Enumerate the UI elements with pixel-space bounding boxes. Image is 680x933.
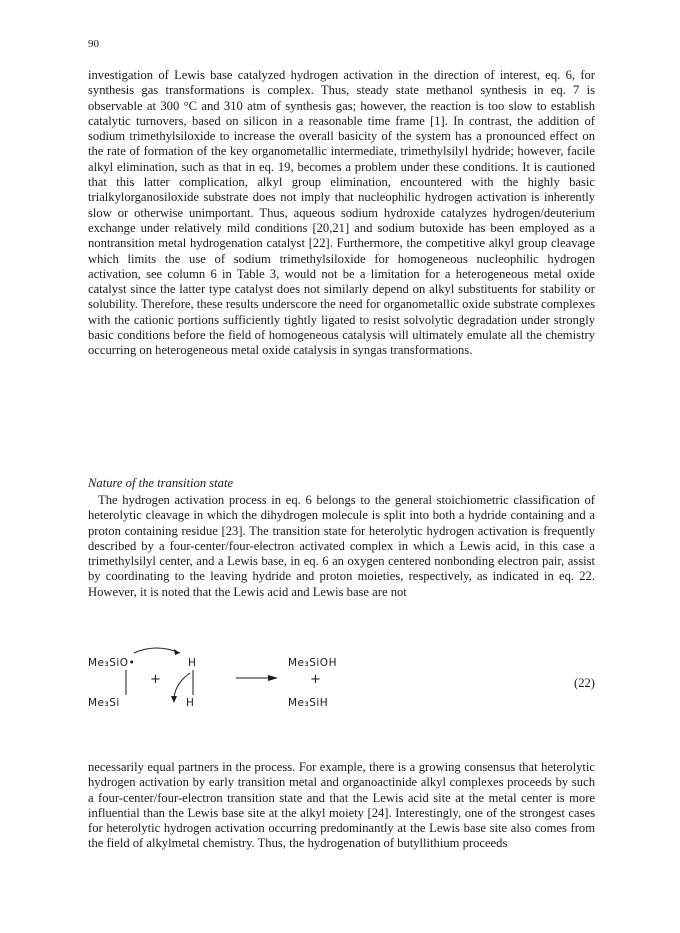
curved-arrow-2-icon — [174, 673, 190, 697]
section-title: Nature of the transition state — [88, 476, 234, 490]
equation-22 — [88, 645, 595, 715]
curved-arrow-2-head-icon — [171, 696, 177, 703]
paragraph-3-text: necessarily equal partners in the process. For example, there is a growing consensus that heterolytic hydrogen activation by early transition metal and organoactinide alkyl complexes proceeds by such a four-center/four-electron transition state and that the Lewis acid site at the metal center is more influential than the Lewis base site at the alkyl moiety [24]. Interestingly, one of the strongest cases for heterolytic hydrogen activation occurring predominantly at the Lewis base site also comes from the field of alkylmetal chemistry. Thus, the hydrogenation of butyllithium proceeds — [88, 760, 595, 851]
paragraph-1-text: investigation of Lewis base catalyzed hydrogen activation in the direction of interest, eq. 6, for synthesis gas transformations is complex. Thus, steady state methanol synthesis in eq. 7 is observable at 300 °C and 310 atm of synthesis gas; however, the reaction is too slow to establish catalytic turnovers, based on silicon in a reasonable time frame [1]. In contrast, the addition of sodium trimethylsiloxide to increase the overall basicity of the system has a pronounced effect on the rate of formation of the key organometallic intermediate, trimethylsilyl hydride; however, facile alkyl elimination, such as that in eq. 19, becomes a problem under these conditions. It is cautioned that this latter complication, alkyl group elimination, encountered with the highly basic trialkylorganosiloxide substrate does not imply that nucleophilic hydrogen activation is inherently slow or otherwise unimportant. Thus, aqueous sodium hydroxide catalyzes hydrogen/deuterium exchange under relatively mild conditions [20,21] and sodium butoxide has been employed as a nontransition metal hydrogenation catalyst [22]. Furthermore, the competitive alkyl group cleavage which limits the use of sodium trimethylsiloxide for homogeneous nucleophilic hydrogen activation, see column 6 in Table 3, would not be a limitation for a heterogeneous metal oxide catalyst since the latter type catalyst does not similarly depend on alkyl substituents for stability or solubility. Therefore, these results underscore the need for organometallic oxide substrate complexes with the cationic portions sufficiently tightly ligated to resist solvolytic degradation under strongly basic conditions before the field of homogeneous catalysis will ultimately emulate all the chemistry occurring on heterogeneous metal oxide catalysis in syngas transformations. — [88, 68, 595, 358]
equation-graphics — [88, 645, 595, 715]
left-bottom-hydrogen: H — [186, 697, 195, 709]
paragraph-1 — [88, 68, 595, 359]
curved-arrow-head-icon — [174, 649, 180, 655]
right-top-species: Me₃SiOH — [288, 657, 337, 669]
curved-arrow-icon — [134, 648, 180, 653]
reaction-arrow-head-icon — [268, 675, 278, 681]
right-bottom-species: Me₃SiH — [288, 697, 329, 709]
plus-sign-right: + — [310, 672, 322, 687]
plus-sign-left: + — [150, 672, 162, 687]
equation-number: (22) — [574, 676, 595, 690]
left-top-hydrogen: H — [188, 657, 197, 669]
page-number: 90 — [88, 38, 99, 50]
left-top-species: Me₃SiO• — [88, 657, 136, 669]
left-bottom-species: Me₃Si — [88, 697, 120, 709]
paragraph-2 — [88, 493, 595, 600]
paragraph-3 — [88, 760, 595, 852]
paragraph-2-text: The hydrogen activation process in eq. 6 belongs to the general stoichiometric classification of heterolytic cleavage in which the dihydrogen molecule is split into both a hydride containing and a proton containing residue [23]. The transition state for heterolytic hydrogen activation is frequently described by a four-center/four-electron activated complex in which a Lewis acid, in this case a trimethylsilyl center, and a Lewis base, in eq. 6 an oxygen centered nonbonding electron pair, assist by coordinating to the leaving hydride and proton moieties, respectively, as indicated in eq. 22. However, it is noted that the Lewis acid and Lewis base are not — [88, 493, 595, 599]
